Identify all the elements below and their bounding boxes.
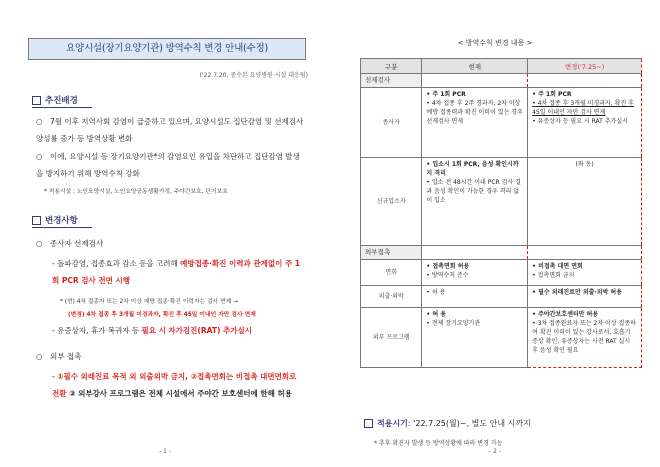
exemption-note-current: * (현) 4차 접종자 또는 2차 이상 예방 접종·확진 이력자는 검사 면제 → — [60, 299, 239, 305]
change-item-staff-testing — [36, 235, 306, 252]
cell-body: • 4차 접종 후 2주 경과자, 2차 이상 예방 접종력과 확진 이력이 있는 경우 선제검사 면제 — [426, 100, 523, 125]
group-row — [361, 246, 642, 260]
current-cell — [422, 88, 528, 158]
changed-cell: • 필수 외래진료만 외출·외박 허용 — [528, 286, 642, 308]
square-bullet-icon — [32, 96, 41, 105]
circle-bullet: ○ — [36, 152, 43, 161]
changed-cell — [528, 88, 642, 158]
table-row — [361, 308, 642, 368]
cell-body: • 전체 장기요양기관 — [426, 320, 481, 327]
spacer-cell — [528, 246, 642, 260]
cell-title: • 입소시 1회 PCR, 음성 확인시까지 격리 — [426, 161, 519, 177]
external-contact-detail — [52, 368, 306, 402]
page-number: - 1 - — [159, 448, 171, 455]
circle-bullet: ○ — [36, 117, 43, 126]
row-label: 신규입소자 — [361, 158, 422, 246]
changed-cell — [528, 158, 642, 246]
document-title: 요양시설(장기요양기관) 방역수칙 변경 안내(수정) — [28, 38, 306, 60]
current-cell — [422, 308, 528, 368]
square-bullet-icon — [364, 419, 373, 428]
row-label: 종사자 — [361, 88, 422, 158]
apply-period — [364, 418, 531, 429]
highlight-text: ①필수 외래진료 목적 외 외출외박 금지, — [57, 372, 191, 381]
cell-title: • 주야간보호센터만 허용 — [532, 311, 599, 318]
background-paragraph-1 — [36, 113, 306, 147]
table-header-row — [361, 59, 642, 74]
circle-bullet: ○ — [36, 352, 43, 361]
square-bullet-icon — [32, 216, 41, 225]
section-underline — [32, 107, 92, 108]
spacer-cell — [528, 74, 642, 88]
header-changed: 변경('7.25~) — [528, 59, 642, 74]
section-underline — [32, 227, 92, 228]
table-row — [361, 286, 642, 308]
facility-note: * 적용시설 : 노인요양시설, 노인요양공동생활가정, 주야간보호, 단기보호 — [44, 189, 228, 195]
detail-text: - 돌파감염, 접종효과 감소 등을 고려해 — [52, 259, 181, 268]
cell-body: • 입소 전 48시간 이내 PCR 검사 결과 음성 확인이 가능한 경우 격리 없이 입소 — [426, 179, 521, 204]
table-row — [361, 260, 642, 286]
change-item-external-contact — [36, 348, 306, 365]
page-number: - 2 - — [489, 448, 501, 455]
cell-title: • 주 1회 PCR — [426, 91, 466, 98]
exemption-note-changed: (변경) 4차 접종 후 3개월 미경과자, 확진 후 45일 이내인 자만 검사 면제 — [68, 312, 256, 318]
cell-body: • 3차 접종완료자 또는 2차 이상 접종하여 확진 이력이 있는 강사로서, 호흡기 증상 확인, 유증상자는 사전 RAT 실시 후 음성 확인 필요 — [532, 320, 636, 354]
current-cell — [422, 158, 528, 246]
cell-title: • 주 1회 PCR — [532, 91, 572, 98]
changed-cell — [528, 260, 642, 286]
detail-text: ③ 외부강사 프로그램은 전체 시설에서 주야간 보호센터에 한해 허용 — [66, 389, 292, 398]
header-category: 구분 — [361, 59, 422, 74]
paragraph-text: 이에, 요양시설 등 장기요양기관*의 감염요인 유입을 차단하고 집단감염 발생을 방지하기 위해 방역수칙 강화 — [36, 152, 300, 178]
apply-label: 적용시기 — [377, 419, 408, 428]
table-row — [361, 88, 642, 158]
header-current: 현재 — [422, 59, 528, 74]
staff-testing-detail — [52, 255, 306, 289]
highlight-text: ②접촉면회는 비접촉 대면면회로 전환 — [52, 372, 297, 398]
spacer-cell — [422, 74, 528, 88]
paragraph-text: 7월 이후 지역사회 감염이 급증하고 있으며, 요양시설도 집단감염 및 선제검사 양성률 증가 등 방역상황 변화 — [36, 117, 304, 143]
detail-text: - 유증상자, 휴가 복귀자 등 — [52, 326, 142, 335]
section-heading-text: 변경사항 — [45, 216, 78, 226]
highlight-text: 필요 시 자가검진(RAT) 추가실시 — [141, 326, 252, 335]
section-heading-changes — [32, 214, 78, 226]
section-heading-background — [32, 94, 78, 106]
group-label-testing: 선제검사 — [361, 74, 422, 88]
cell-body: • 4차 접종 후 3개월 미경과자, 확진 후 45일 이내인 자만 검사 면제 — [532, 100, 634, 116]
change-item-title: 종사자 선제검사 — [50, 239, 104, 248]
change-item-title: 외부 접촉 — [50, 352, 82, 361]
cell-title: • 비접촉 대면 면회 — [532, 263, 583, 270]
cell-title: • 접촉면회 허용 — [426, 263, 470, 270]
circle-bullet: ○ — [36, 239, 43, 248]
spacer-cell — [422, 246, 528, 260]
current-cell — [422, 260, 528, 286]
background-paragraph-2 — [36, 148, 306, 182]
row-label: 면회 — [361, 260, 422, 286]
cell-title: • 허 용 — [426, 311, 447, 318]
cell-body: • 접촉면회 금지 — [532, 272, 575, 279]
current-cell: • 허 용 — [422, 286, 528, 308]
cell-extra: • 유증상자 등 필요 시 RAT 추가실시 — [532, 118, 628, 125]
page-2 — [330, 0, 660, 467]
cell-body: (좌 동) — [575, 161, 594, 168]
row-label: 외출·외박 — [361, 286, 422, 308]
highlight-text: 예방접종·확진 이력과 관계없이 주 1회 PCR 검사 전면 시행 — [52, 259, 301, 285]
apply-text: : '22.7.25(월)~, 별도 안내 시까지 — [407, 419, 531, 428]
row-label: 외부 프로그램 — [361, 308, 422, 368]
table-title: < 방역수칙 변경 내용 > — [457, 39, 533, 47]
group-label-contact: 외부접촉 — [361, 246, 422, 260]
changed-cell — [528, 308, 642, 368]
symptom-testing-detail — [52, 322, 306, 339]
section-heading-text: 추진배경 — [45, 96, 78, 106]
detail-text: - — [52, 372, 58, 381]
document-subtitle: ('22.7.20. 중수본 요양병원·시설 대응팀) — [199, 72, 308, 79]
apply-note: * 추후 확진자 발생 등 방역상황에 따라 변경 가능 — [374, 440, 503, 447]
changes-comparison-table — [360, 58, 642, 368]
group-row — [361, 74, 642, 88]
table-row — [361, 158, 642, 246]
cell-body: • 방역수칙 준수 — [426, 272, 469, 279]
